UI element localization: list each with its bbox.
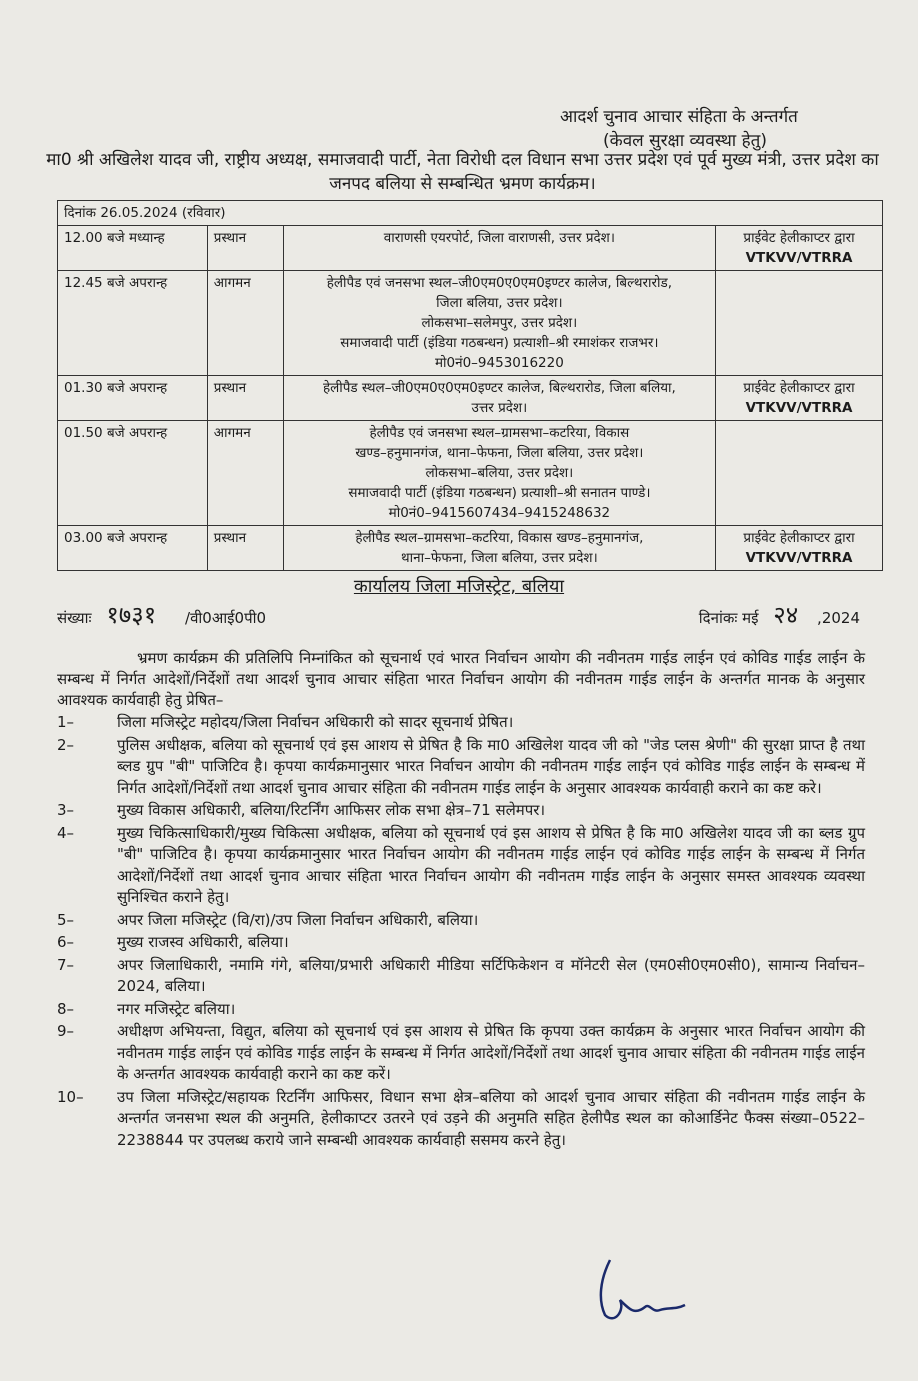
place-cell (283, 376, 715, 421)
time-cell: 12.45 बजे अपरान्ह (58, 271, 208, 376)
place-line: हेलीपैड स्थल–ग्रामसभा–कटरिया, विकास खण्ड–हनुमानगंज, (355, 530, 644, 546)
document-title: मा0 श्री अखिलेश यादव जी, राष्ट्रीय अध्यक्ष, समाजवादी पार्टी, नेता विरोधी दल विधान सभा उत्तर प्रदेश एवं पूर्व मुख्य मंत्री, उत्तर प्रदेश का जनपद बलिया से सम्बन्धित भ्रमण कार्यक्रम। (46, 150, 879, 194)
recipient-item (57, 712, 865, 734)
item-number: 6– (57, 933, 75, 951)
item-number: 8– (57, 999, 75, 1018)
place-line: लोकसभा–सलेमपुर, उत्तर प्रदेश। (421, 315, 578, 331)
schedule-row (58, 526, 883, 571)
handwritten-ref-number: १७३१ (106, 601, 157, 629)
action-cell: प्रस्थान (207, 376, 283, 421)
ref-label: संख्याः (57, 609, 92, 627)
mode-cell (716, 271, 883, 376)
place-cell (283, 526, 715, 571)
item-text: नगर मजिस्ट्रेट बलिया। (117, 999, 236, 1018)
action-cell: प्रस्थान (207, 226, 283, 271)
mode-code: VTKVV/VTRRA (745, 400, 853, 416)
mode-cell (716, 226, 883, 271)
office-title: कार्यालय जिला मजिस्ट्रेट, बलिया (353, 576, 565, 597)
mode-code: VTKVV/VTRRA (745, 550, 853, 566)
item-number: 9– (57, 1022, 75, 1040)
item-text: जिला मजिस्ट्रेट महोदय/जिला निर्वाचन अधिकारी को सादर सूचनार्थ प्रेषित। (117, 713, 514, 731)
mode-cell (716, 421, 883, 526)
header-line-2: (केवल सुरक्षा व्यवस्था हेतु) (603, 131, 767, 151)
item-number: 1– (57, 713, 75, 731)
item-text: पुलिस अधीक्षक, बलिया को सूचनार्थ एवं इस आशय से प्रेषित है कि मा0 अखिलेश यादव जी को "जेड प्लस श्रेणी" की सुरक्षा प्राप्त है तथा ब्लड ग्रुप "बी" पाजिटिव है। कृपया कार्यक्रमानुसार भारत निर्वाचन आयोग की नवीनतम गाईड लाईन एवं कोविड गाईड लाईन के सम्बन्ध में निर्गत आदेशों/निर्देशों तथा आदर्श चुनाव आचार संहिता की नवीनतम गाईड लाईन के अनुसार आवश्यक कार्यवाही कराने का कष्ट करे। (117, 735, 865, 797)
intro-paragraph: भ्रमण कार्यक्रम की प्रतिलिपि निम्नांकित को सूचनार्थ एवं भारत निर्वाचन आयोग की नवीनतम गाईड लाईन एवं कोविड गाईड लाईन के सम्बन्ध में निर्गत आदेशों/निर्देशों तथा आदर्श चुनाव आचार संहिता भारत निर्वाचन आयोग की नवीनतम गाईड लाईन के अन्तर्गत मानक के अनुसार आवश्यक कार्यवाही हेतु प्रेषित– (57, 649, 865, 709)
signature (590, 1255, 700, 1325)
place-line: समाजवादी पार्टी (इंडिया गठबन्धन) प्रत्याशी–श्री रमाशंकर राजभर। (340, 335, 659, 351)
item-text: उप जिला मजिस्ट्रेट/सहायक रिटर्निंग आफिसर, विधान सभा क्षेत्र–बलिया को आदर्श चुनाव आचार संहिता की नवीनतम गाईड लाईन के अन्तर्गत जनसभा स्थल की अनुमति, हेलीकाप्टर उतरने एवं उड़ने की अनुमति सहित हेलीपैड स्थल का कोआर्डिनेट फैक्स संख्या–0522–2238844 पर उपलब्ध कराये जाने सम्बन्धी आवश्यक कार्यवाही ससमय करने हेतु। (117, 1087, 865, 1149)
schedule-table (57, 200, 883, 571)
recipient-item (57, 932, 865, 954)
item-number: 4– (57, 823, 75, 842)
item-text: मुख्य चिकित्साधिकारी/मुख्य चिकित्सा अधीक्षक, बलिया को सूचनार्थ एवं इस आशय से प्रेषित है कि मा0 अखिलेश यादव जी का ब्लड ग्रुप "बी" पाजिटिव है। कृपया कार्यक्रमानुसार भारत निर्वाचन आयोग की नवीनतम गाईड लाईन एवं कोविड गाईड लाईन के सम्बन्ध में निर्गत आदेशों/निर्देशों तथा आदर्श चुनाव आचार संहिता भारत निर्वाचन आयोग की नवीनतम गाईड लाईन के अनुसार समस्त आवश्यक व्यवस्था सुनिश्चित कराने हेतु। (117, 823, 865, 906)
place-line: उत्तर प्रदेश। (471, 400, 528, 416)
recipient-item (57, 800, 865, 822)
mode-cell (716, 376, 883, 421)
time-cell: 03.00 बजे अपरान्ह (58, 526, 208, 571)
action-cell: प्रस्थान (207, 526, 283, 571)
recipient-item (57, 999, 865, 1021)
date-year: ,2024 (817, 609, 860, 627)
mode-text: प्राईवेट हेलीकाप्टर द्वारा (743, 230, 855, 246)
action-cell: आगमन (207, 271, 283, 376)
mode-code: VTKVV/VTRRA (745, 250, 853, 266)
item-number: 7– (57, 955, 75, 974)
time-cell: 01.30 बजे अपरान्ह (58, 376, 208, 421)
recipient-item (57, 735, 865, 800)
mode-cell (716, 526, 883, 571)
item-number: 3– (57, 801, 75, 819)
place-cell (283, 226, 715, 271)
recipient-item (57, 955, 865, 998)
schedule-row (58, 376, 883, 421)
recipients-list (57, 712, 865, 1152)
recipient-item (57, 1021, 865, 1086)
recipient-item (57, 910, 865, 932)
place-line: थाना–फेफना, जिला बलिया, उत्तर प्रदेश। (401, 550, 598, 566)
place-line: समाजवादी पार्टी (इंडिया गठबन्धन) प्रत्याशी–श्री सनातन पाण्डे। (348, 485, 651, 501)
place-line: खण्ड–हनुमानगंज, थाना–फेफना, जिला बलिया, उत्तर प्रदेश। (355, 445, 644, 461)
item-number: 5– (57, 910, 75, 929)
item-text: अपर जिला मजिस्ट्रेट (वि/रा)/उप जिला निर्वाचन अधिकारी, बलिया। (117, 910, 479, 929)
item-text: अधीक्षण अभियन्ता, विद्युत, बलिया को सूचनार्थ एवं इस आशय से प्रेषित कि कृपया उक्त कार्यक्रम के अनुसार भारत निर्वाचन आयोग की नवीनतम गाईड लाईन एवं कोविड गाईड लाईन के सम्बन्ध में निर्गत आदेशों/निर्देशों तथा आदर्श चुनाव आचार संहिता की नवीनतम गाईड लाईन के अन्तर्गत आवश्यक कार्यवाही कराने का कष्ट करें। (117, 1022, 865, 1083)
place-line: लोकसभा–बलिया, उत्तर प्रदेश। (425, 465, 574, 481)
schedule-date: दिनांक 26.05.2024 (रविवार) (58, 201, 883, 226)
time-cell: 12.00 बजे मध्यान्ह (58, 226, 208, 271)
reference-number (57, 598, 266, 631)
time-cell: 01.50 बजे अपरान्ह (58, 421, 208, 526)
item-number: 10– (57, 1087, 84, 1106)
place-line: मो0नं0–9453016220 (434, 355, 564, 371)
place-line: जिला बलिया, उत्तर प्रदेश। (436, 295, 563, 311)
schedule-row (58, 226, 883, 271)
item-text: अपर जिलाधिकारी, नमामि गंगे, बलिया/प्रभारी अधिकारी मीडिया सर्टिफिकेशन व मॉनेटरी सेल (एम0सी0एम0सी0), सामान्य निर्वाचन–2024, बलिया। (117, 955, 865, 995)
place-cell (283, 271, 715, 376)
item-number: 2– (57, 735, 75, 754)
header-line-1: आदर्श चुनाव आचार संहिता के अन्तर्गत (560, 107, 798, 127)
item-text: मुख्य राजस्व अधिकारी, बलिया। (117, 933, 289, 951)
schedule-row (58, 421, 883, 526)
recipient-item (57, 823, 865, 909)
ref-suffix: /वी0आई0पी0 (185, 609, 267, 627)
place-line: हेलीपैड एवं जनसभा स्थल–ग्रामसभा–कटरिया, विकास (369, 425, 630, 441)
recipient-item (57, 1087, 865, 1152)
place-line: हेलीपैड एवं जनसभा स्थल–जी0एम0ए0एम0इण्टर कालेज, बिल्थरारोड, (326, 275, 673, 291)
place-cell (283, 421, 715, 526)
letter-date (699, 598, 860, 631)
place-line: हेलीपैड स्थल–जी0एम0ए0एम0इण्टर कालेज, बिल्थरारोड, जिला बलिया, (322, 380, 676, 396)
handwritten-date-day: २४ (773, 601, 799, 629)
action-cell: आगमन (207, 421, 283, 526)
mode-text: प्राईवेट हेलीकाप्टर द्वारा (743, 530, 855, 546)
mode-text: प्राईवेट हेलीकाप्टर द्वारा (743, 380, 855, 396)
date-label: दिनांकः मई (698, 609, 759, 627)
place-line: वाराणसी एयरपोर्ट, जिला वाराणसी, उत्तर प्रदेश। (383, 230, 615, 246)
place-line: मो0नं0–9415607434–9415248632 (388, 505, 611, 521)
schedule-row (58, 271, 883, 376)
item-text: मुख्य विकास अधिकारी, बलिया/रिटर्निंग आफिसर लोक सभा क्षेत्र–71 सलेमपर। (117, 801, 546, 819)
